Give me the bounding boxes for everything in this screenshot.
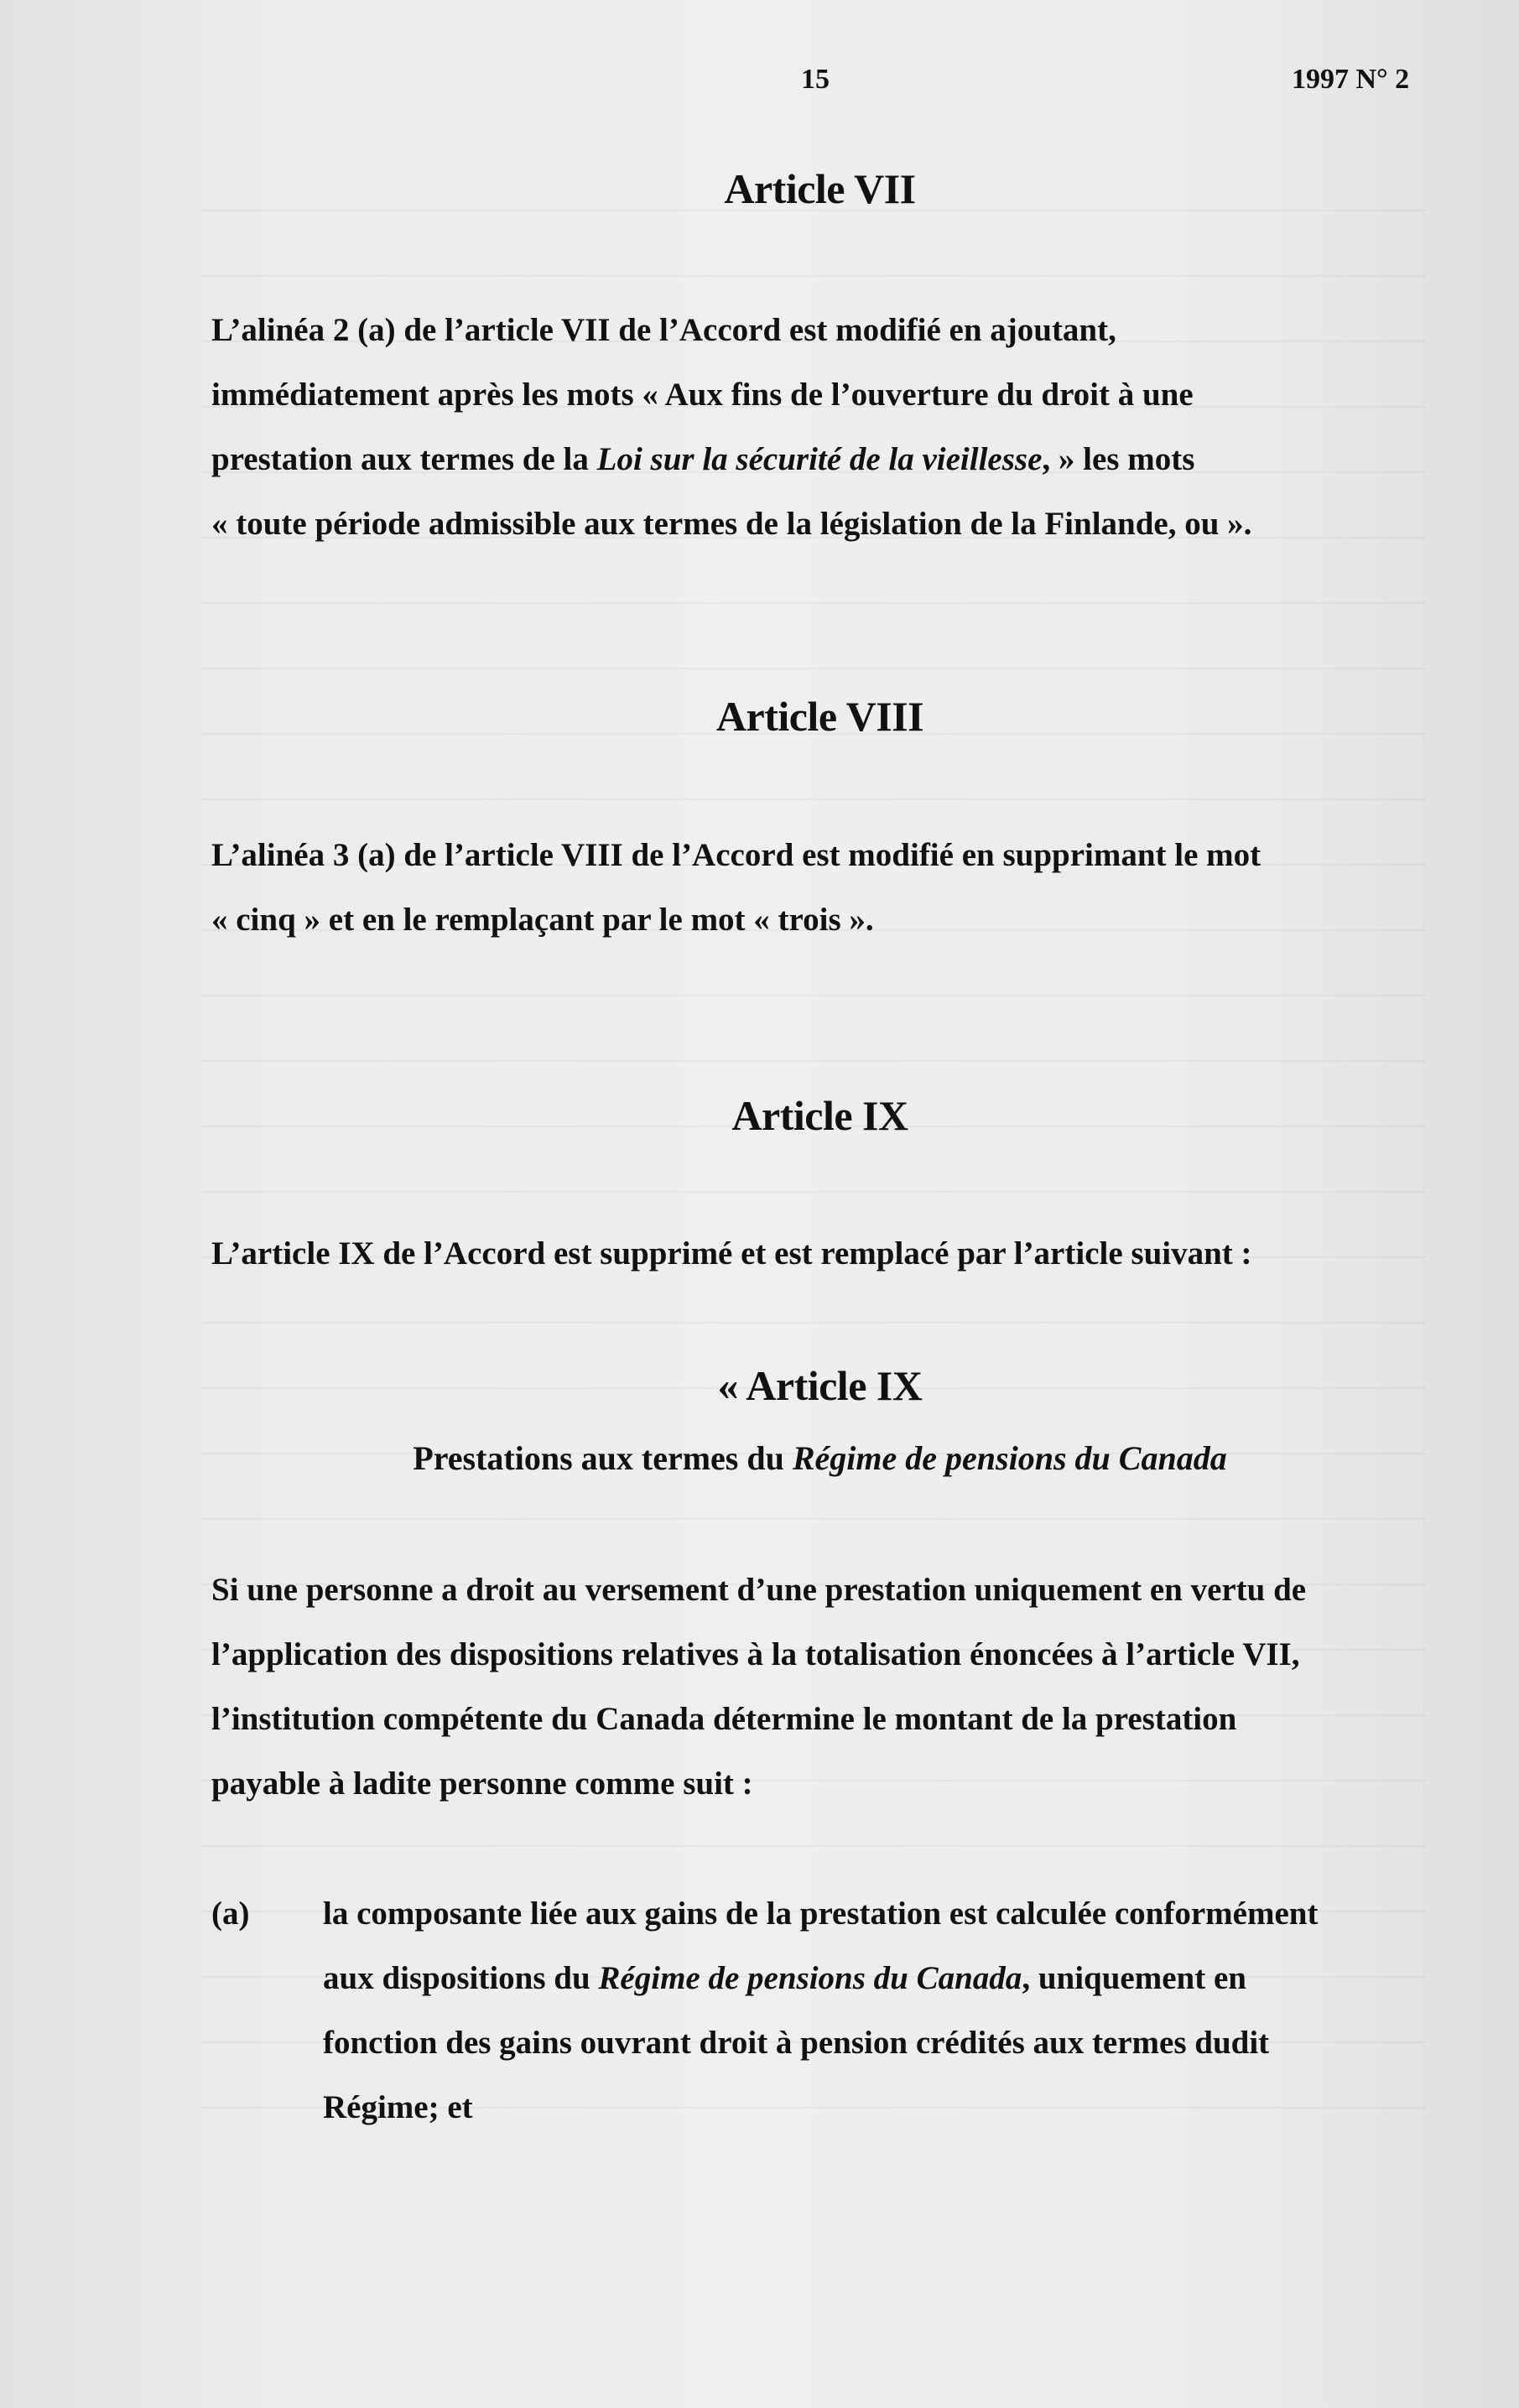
article-viii-heading: Article VIII: [715, 693, 924, 740]
article-vii-line-3: [211, 427, 1436, 491]
article-vii-paragraph: [211, 298, 1436, 556]
article-viii-paragraph: [211, 823, 1436, 952]
item-a-line-2: [323, 1946, 1430, 2010]
item-a-line-4: Régime; et: [323, 2089, 473, 2125]
page-header: [0, 59, 1519, 109]
new-article-ix-line-4: payable à ladite personne comme suit :: [211, 1766, 753, 1802]
new-article-ix-line-3: l’institution compétente du Canada détermine le montant de la prestation: [211, 1701, 1237, 1737]
article-viii-line-2: « cinq » et en le remplaçant par le mot « trois ».: [211, 902, 874, 938]
new-article-ix-subheading: [0, 1438, 1519, 1478]
new-article-ix-paragraph: [211, 1558, 1436, 1816]
article-vii-heading: Article VII: [724, 165, 916, 212]
article-ix-line: L’article IX de l’Accord est supprimé et est remplacé par l’article suivant :: [211, 1235, 1252, 1272]
article-vii-line-4: « toute période admissible aux termes de la législation de la Finlande, ou ».: [211, 506, 1252, 542]
law-title-old-age-security: Loi sur la sécurité de la vieillesse: [596, 441, 1043, 477]
document-reference: 1997 N° 2: [1292, 64, 1410, 95]
item-a-line-2-end: , uniquement en: [1022, 1960, 1246, 1996]
article-vii-line-3-end: , » les mots: [1042, 441, 1195, 477]
item-a-line-2-start: aux dispositions du: [323, 1960, 599, 1996]
subheading-prefix: Prestations aux termes du: [413, 1439, 793, 1477]
new-article-ix-heading: « Article IX: [717, 1362, 923, 1409]
item-a-line-1: la composante liée aux gains de la prestation est calculée conformément: [323, 1896, 1319, 1932]
page-number: 15: [801, 64, 830, 95]
article-viii-line-1: L’alinéa 3 (a) de l’article VIII de l’Accord est modifié en supprimant le mot: [211, 837, 1261, 873]
item-a-line-3: fonction des gains ouvrant droit à pension crédités aux termes dudit: [323, 2025, 1270, 2061]
article-vii-line-3-start: prestation aux termes de la: [211, 441, 597, 477]
new-article-ix-line-1: Si une personne a droit au versement d’une prestation uniquement en vertu de: [211, 1572, 1307, 1608]
new-article-ix-line-2: l’application des dispositions relatives à la totalisation énoncées à l’article VII,: [211, 1636, 1300, 1672]
article-vii-line-2: immédiatement après les mots « Aux fins de l’ouverture du droit à une: [211, 377, 1194, 413]
item-a-body: [323, 1881, 1430, 2140]
item-a-plan-title: Régime de pensions du Canada: [598, 1960, 1022, 1996]
article-vii-line-1: L’alinéa 2 (a) de l’article VII de l’Accord est modifié en ajoutant,: [211, 312, 1116, 348]
article-ix-heading: Article IX: [731, 1092, 908, 1139]
article-ix-paragraph: [211, 1221, 1436, 1286]
subheading-plan-title: Régime de pensions du Canada: [792, 1439, 1227, 1477]
item-a-label: (a): [211, 1896, 250, 1932]
